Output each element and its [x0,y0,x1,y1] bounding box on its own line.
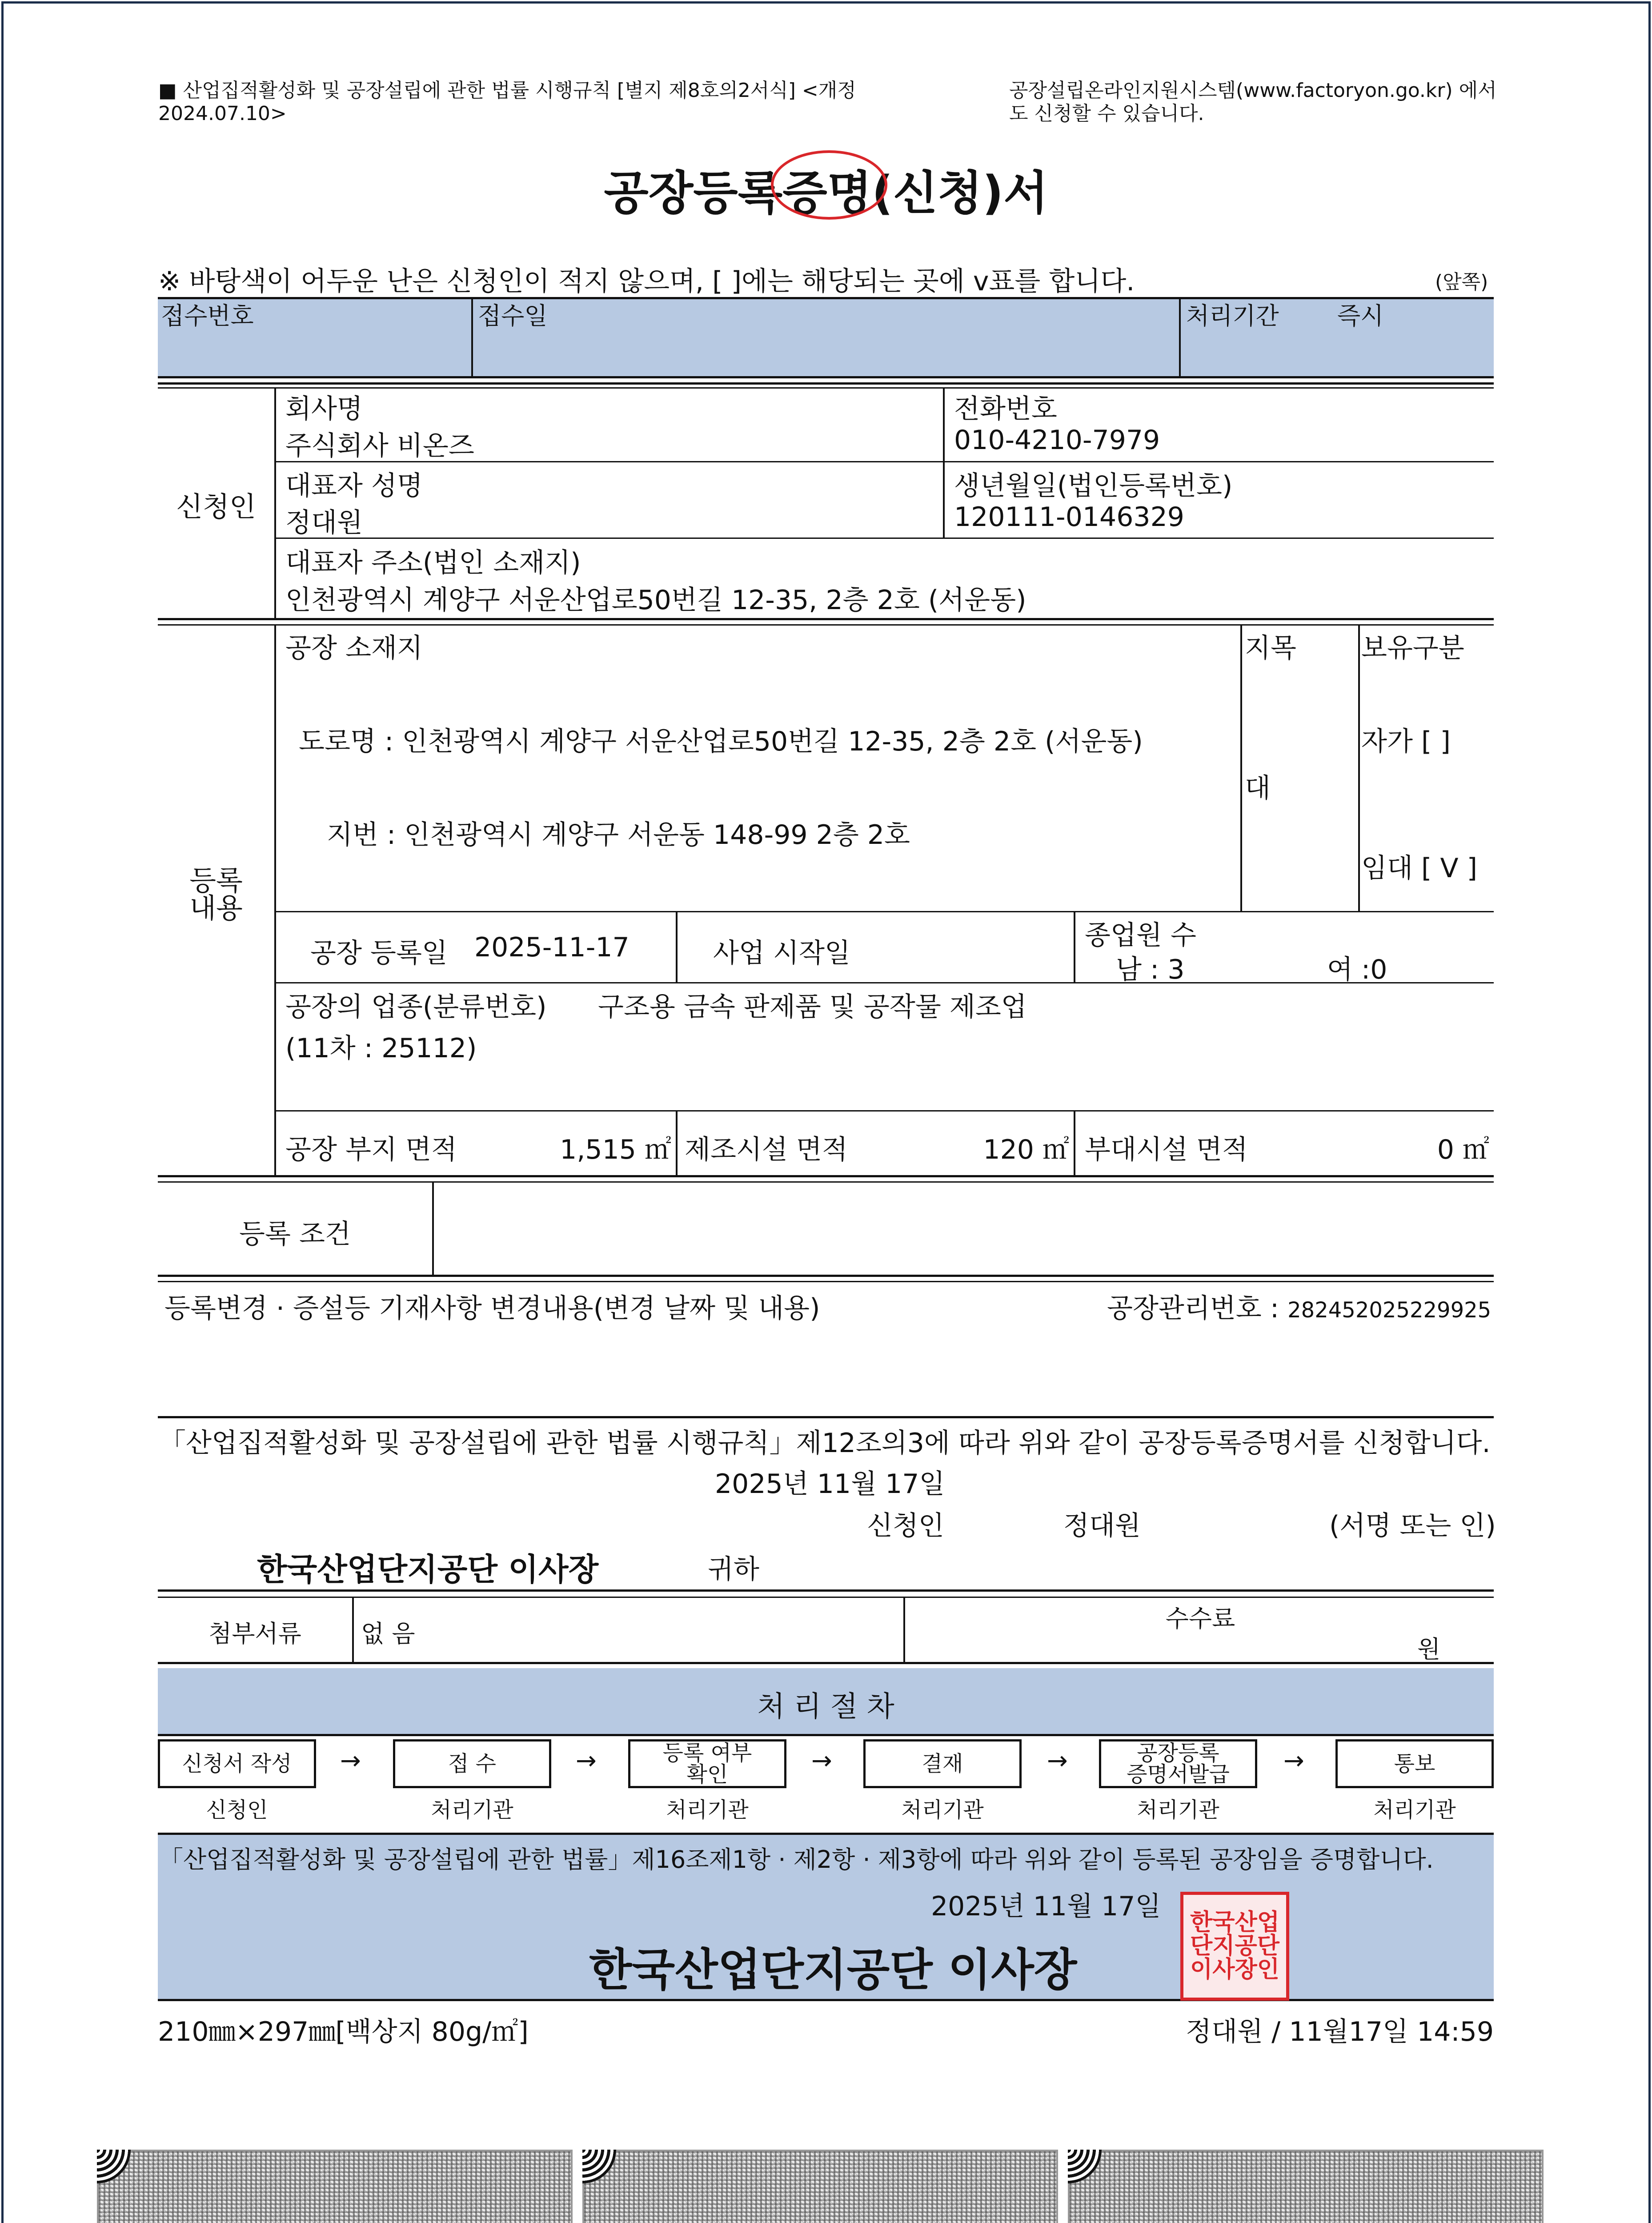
rep-address-label: 대표자 주소(법인 소재지) [285,547,581,578]
title-circled-word [782,156,872,222]
title-part-3: (신청)서 [872,166,1048,220]
company-name-label: 회사명 [285,393,363,425]
receipt-date-label: 접수일 [478,302,548,330]
fee-unit: 원 [1417,1635,1441,1663]
mfg-area-label: 제조시설 면적 [685,1134,848,1165]
management-number [1107,1287,1491,1325]
process-step-notification: 통보 [1335,1739,1494,1788]
business-start-label: 사업 시작일 [713,938,850,969]
management-number-value: 282452025229925 [1287,1298,1492,1323]
industry-code: (11차 : 25112) [285,1033,477,1064]
birth-date-value: 120111-0146329 [954,502,1184,533]
certification-text: 「산업집적활성화 및 공장설립에 관한 법률」제16조제1항 · 제2항 · 제3항에 따라 위와 같이 등록된 공장임을 증명합니다. [159,1846,1434,1874]
conditions-label: 등록 조건 [239,1219,351,1250]
processing-period-label: 처리기간 [1186,302,1279,330]
official-seal: 한국산업단지공단이사장인 [1180,1892,1289,2001]
form-note: ※ 바탕색이 어두운 난은 신청인이 적지 않으며, [ ]에는 해당되는 곳에 v표를 합니다. [158,266,1135,297]
employees-male: 남 : 3 [1116,954,1185,985]
title-circle-mark [771,150,887,220]
title-part-2: 증명 [782,166,872,220]
barcode-2 [582,2150,1058,2223]
process-step-issuance: 공장등록 증명서발급 [1099,1739,1257,1788]
aux-area-label: 부대시설 면적 [1085,1134,1248,1165]
process-step-receipt: 접 수 [393,1739,551,1788]
process-title: 처 리 절 차 [757,1690,894,1723]
fee-label: 수수료 [1165,1605,1235,1633]
process-actor-2: 처리기관 [431,1798,513,1822]
phone-value: 010-4210-7979 [954,425,1160,456]
ownership-label: 보유구분 [1361,633,1464,664]
receipt-strip [158,297,1494,378]
process-arrow-1: → [340,1746,361,1775]
process-actor-4: 처리기관 [901,1798,984,1822]
factory-location-label: 공장 소재지 [285,633,423,664]
rep-address-value: 인천광역시 계양구 서운산업로50번길 12-35, 2층 2호 (서운동) [285,585,1026,616]
attachments-value: 없 음 [361,1620,415,1648]
site-area-label: 공장 부지 면적 [285,1134,457,1165]
employees-female: 여 :0 [1327,954,1387,985]
representative-label: 대표자 성명 [285,470,423,502]
process-actor-6: 처리기관 [1373,1798,1456,1822]
aux-area-value: 0 ㎡ [1437,1134,1489,1165]
process-arrow-2: → [576,1746,597,1775]
sign-note: (서명 또는 인) [1329,1510,1496,1541]
signer-name: 정대원 [1063,1510,1141,1541]
representative-value: 정대원 [285,507,363,538]
process-arrow-5: → [1283,1746,1304,1775]
barcode-1 [97,2150,573,2223]
certification-date: 2025년 11월 17일 [931,1891,1161,1922]
registration-date-label: 공장 등록일 [310,938,448,969]
online-notice: 공장설립온라인지원시스템(www.factoryon.go.kr) 에서도 신청할 수 있습니다. [1009,79,1497,125]
form-reference: ■ 산업집적활성화 및 공장설립에 관한 법률 시행규칙 [별지 제8호의2서식] <개정 2024.07.10> [158,79,856,125]
process-arrow-3: → [811,1746,832,1775]
mfg-area-value: 120 ㎡ [983,1134,1069,1165]
certification-issuer: 한국산업단지공단 이사장 [589,1944,1077,1996]
process-step-application: 신청서 작성 [158,1739,316,1788]
owned-checkbox: 자가 [ ] [1361,726,1451,757]
addressee-suffix: 귀하 [708,1554,759,1585]
process-actor-3: 처리기관 [666,1798,749,1822]
process-step-review: 등록 여부 확인 [628,1739,786,1788]
signer-label: 신청인 [867,1510,944,1541]
industry-label: 공장의 업종(분류번호) [285,991,547,1023]
site-area-value: 1,515 ㎡ [560,1134,671,1165]
land-category-label: 지목 [1245,633,1296,664]
birth-date-label: 생년월일(법인등록번호) [954,470,1233,502]
company-name-value: 주식회사 비온즈 [285,430,474,461]
processing-period-value: 즉시 [1337,302,1384,330]
management-number-label: 공장관리번호 : [1107,1293,1288,1324]
page-title [0,156,1652,222]
paper-spec: 210㎜×297㎜[백상지 80g/㎡] [158,2016,529,2047]
declaration-date: 2025년 11월 17일 [715,1469,945,1500]
attachments-label: 첨부서류 [209,1620,301,1648]
industry-value: 구조용 금속 판제품 및 공작물 제조업 [598,991,1027,1023]
registration-date-value: 2025-11-17 [474,932,630,963]
lot-address: 지번 : 인천광역시 계양구 서운동 148-99 2층 2호 [327,819,910,851]
road-address: 도로명 : 인천광역시 계양구 서운산업로50번길 12-35, 2층 2호 (서운동) [299,726,1143,757]
applicant-section-label: 신청인 [176,490,256,523]
leased-checkbox: 임대 [ V ] [1361,853,1477,884]
receipt-number-label: 접수번호 [161,302,254,330]
process-actor-1: 신청인 [206,1798,268,1822]
page-side: (앞쪽) [1435,271,1488,293]
registration-section-label: 등록 내용 [189,864,243,924]
print-info: 정대원 / 11월17일 14:59 [1186,2016,1494,2047]
phone-label: 전화번호 [954,393,1057,425]
process-step-approval: 결재 [863,1739,1022,1788]
addressee: 한국산업단지공단 이사장 [257,1551,599,1588]
change-history-label: 등록변경 · 증설등 기재사항 변경내용(변경 날짜 및 내용) [164,1293,820,1324]
declaration-text: 「산업집적활성화 및 공장설립에 관한 법률 시행규칙」제12조의3에 따라 위와 같이 공장등록증명서를 신청합니다. [159,1428,1491,1459]
process-arrow-4: → [1047,1746,1068,1775]
process-actor-5: 처리기관 [1137,1798,1219,1822]
barcode-3 [1068,2150,1544,2223]
land-category-value: 대 [1245,773,1271,804]
employees-label: 종업원 수 [1085,920,1196,951]
title-part-1: 공장등록 [604,166,783,220]
